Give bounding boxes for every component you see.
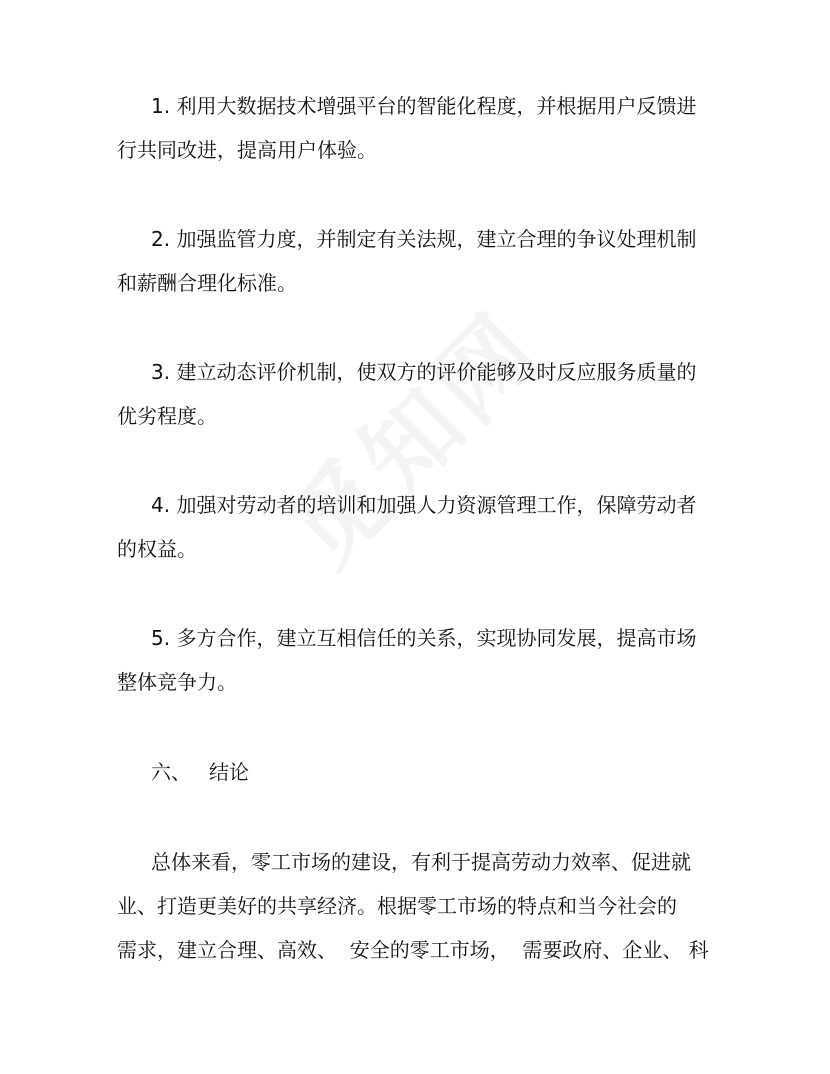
list-item-5-line-2: 整体竞争力。 — [117, 670, 237, 694]
list-item-1 — [117, 84, 717, 172]
list-item-3-line-2: 优劣程度。 — [117, 404, 217, 428]
list-item-2-line-1: 2. 加强监管力度，并制定有关法规，建立合理的争议处理机制 — [151, 227, 697, 251]
list-item-3 — [117, 350, 717, 438]
list-item-4 — [117, 483, 717, 571]
list-item-4-line-1: 4. 加强对劳动者的培训和加强人力资源管理工作，保障劳动者 — [151, 493, 697, 517]
list-item-1-line-1: 1. 利用大数据技术增强平台的智能化程度，并根据用户反馈进 — [151, 94, 697, 118]
section-number: 六、 — [151, 760, 191, 784]
conclusion-line-1: 总体来看，零工市场的建设，有利于提高劳动力效率、促进就 — [151, 850, 691, 874]
conclusion-line-2: 业、打造更美好的共享经济。根据零工市场的特点和当今社会的 — [117, 894, 677, 918]
list-item-1-line-2: 行共同改进，提高用户体验。 — [117, 138, 377, 162]
list-item-2 — [117, 217, 717, 305]
section-heading — [117, 750, 717, 794]
list-item-5-line-1: 5. 多方合作，建立互相信任的关系，实现协同发展，提高市场 — [151, 626, 697, 650]
list-item-2-line-2: 和薪酬合理化标准。 — [117, 271, 297, 295]
section-title: 结论 — [209, 760, 249, 784]
list-item-5 — [117, 616, 717, 704]
conclusion-line-3: 需求，建立合理、高效、 安全的零工市场， 需要政府、企业、 科 — [117, 938, 709, 962]
conclusion-paragraph — [117, 840, 717, 972]
list-item-4-line-2: 的权益。 — [117, 537, 197, 561]
list-item-3-line-1: 3. 建立动态评价机制，使双方的评价能够及时反应服务质量的 — [151, 360, 697, 384]
